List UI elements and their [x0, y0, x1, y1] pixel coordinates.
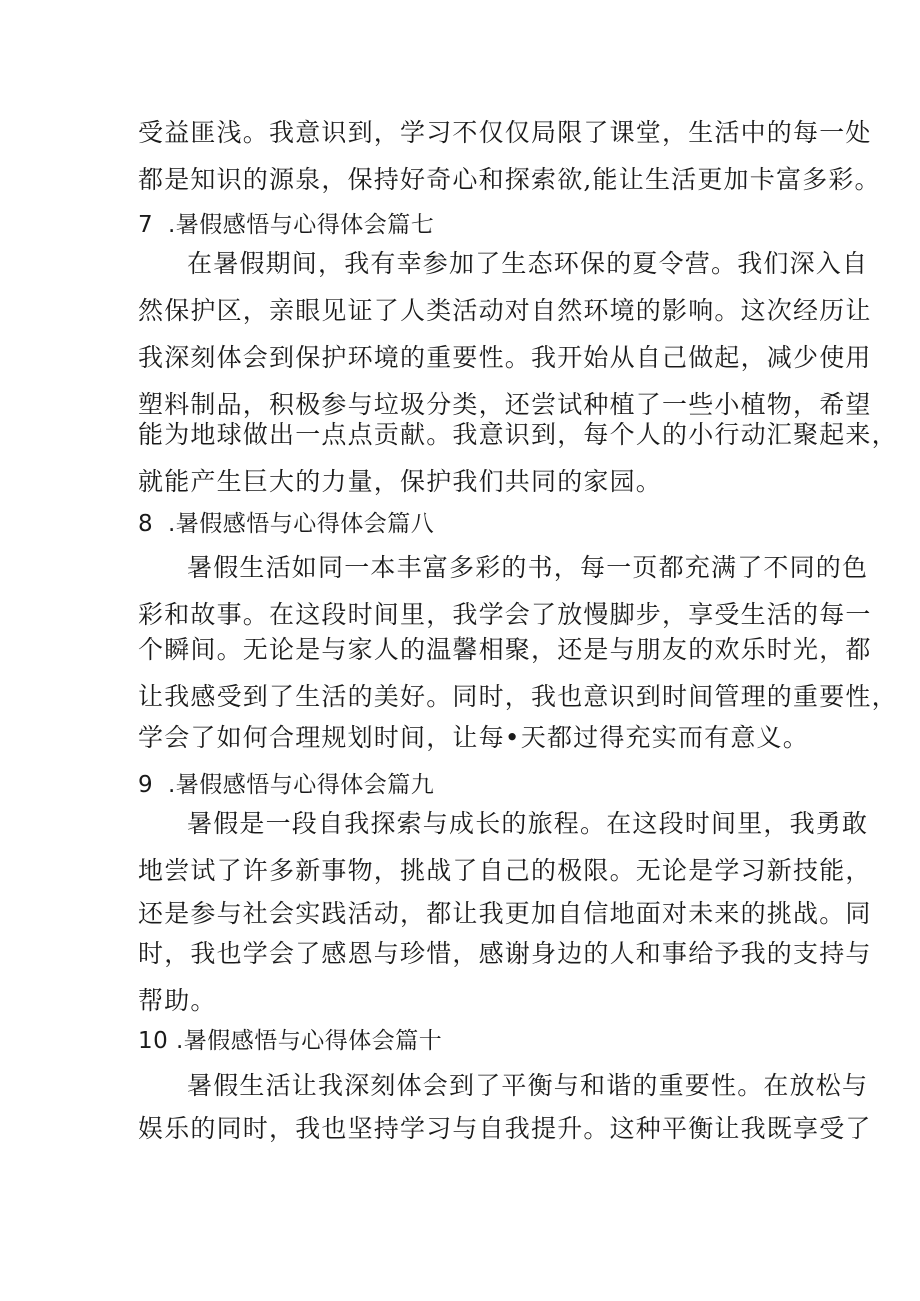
paragraph-line: 地尝试了许多新事物，挑战了自己的极限。无论是学习新技能，: [138, 856, 872, 885]
paragraph-line: 就能产生巨大的力量，保护我们共同的家园。: [138, 467, 663, 496]
section-number: 8: [138, 511, 154, 537]
paragraph-line: 个瞬间。无论是与家人的温馨相聚，还是与朋友的欢乐时光，都: [138, 635, 872, 664]
paragraph-line: 让我感受到了生活的美好。同时，我也意识到时间管理的重要性，: [138, 682, 898, 711]
section-heading: [138, 768, 434, 802]
section-heading: [138, 208, 434, 242]
paragraph-line: 学会了如何合理规划时间，让每•天都过得充实而有意义。: [138, 723, 809, 752]
paragraph-line: 我深刻体会到保护环境的重要性。我开始从自己做起，减少使用: [138, 343, 872, 372]
paragraph-line: 在暑假期间，我有幸参加了生态环保的夏令营。我们深入自: [187, 249, 869, 278]
section-number: 10: [138, 1028, 169, 1054]
paragraph-line: 都是知识的源泉，保持好奇心和探索欲,能让生活更加卡富多彩。: [138, 165, 881, 194]
paragraph-line: 还是参与社会实践活动，都让我更加自信地面对未来的挑战。同: [138, 899, 872, 928]
paragraph-line: 然保护区，亲眼见证了人类活动对自然环境的影响。这次经历让: [138, 296, 872, 325]
paragraph-line: 能为地球做出一点点贡献。我意识到，每个人的小行动汇聚起来，: [138, 420, 898, 449]
section-number: 9: [138, 772, 154, 798]
paragraph-line: 塑料制品，积极参与垃圾分类，还尝试种植了一些小植物，希望: [138, 390, 872, 419]
section-number: 7: [138, 212, 154, 238]
section-heading: [138, 507, 434, 541]
section-title: .暑假感悟与心得体会篇十: [176, 1028, 443, 1054]
paragraph-line: 暑假生活让我深刻体会到了平衡与和谐的重要性。在放松与: [187, 1071, 869, 1100]
paragraph-line: 帮助。: [138, 986, 217, 1015]
paragraph-line: 受益匪浅。我意识到，学习不仅仅局限了课堂，生活中的每一处: [138, 118, 872, 147]
paragraph-line: 暑假是一段自我探索与成长的旅程。在这段时间里，我勇敢: [187, 809, 869, 838]
section-title: .暑假感悟与心得体会篇七: [168, 212, 435, 238]
section-title: .暑假感悟与心得体会篇八: [168, 511, 435, 537]
paragraph-line: 时，我也学会了感恩与珍惜，感谢身边的人和事给予我的支持与: [138, 939, 872, 968]
paragraph-line: 彩和故事。在这段时间里，我学会了放慢脚步，享受生活的每一: [138, 600, 872, 629]
paragraph-line: 娱乐的同时，我也坚持学习与自我提升。这种平衡让我既享受了: [138, 1114, 872, 1143]
section-title: .暑假感悟与心得体会篇九: [168, 772, 435, 798]
paragraph-line: 暑假生活如同一本丰富多彩的书，每一页都充满了不同的色: [187, 553, 869, 582]
section-heading: [138, 1024, 442, 1058]
